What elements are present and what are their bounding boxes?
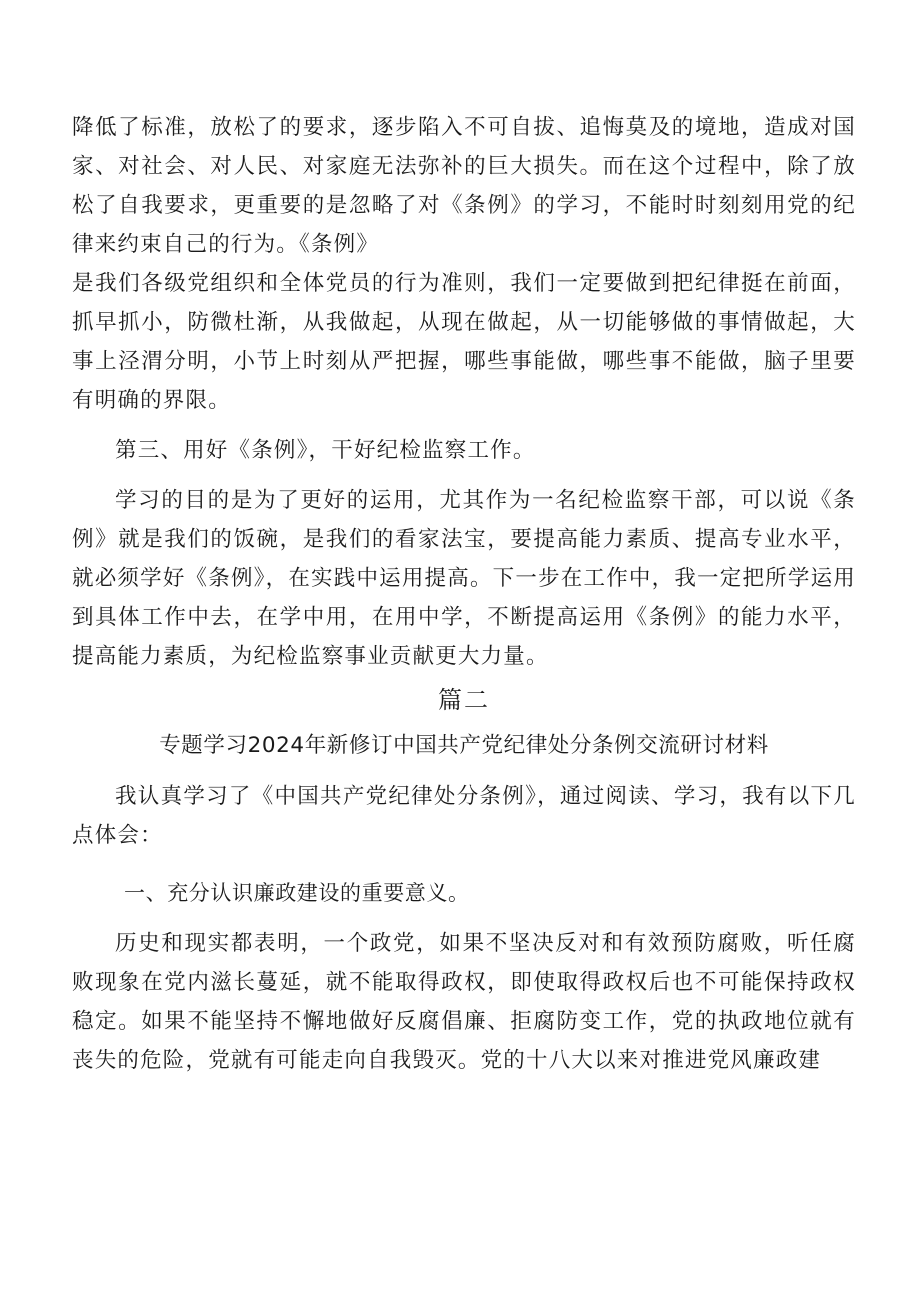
- paragraph-3: 第三、用好《条例》，干好纪检监察工作。: [115, 438, 536, 463]
- paragraph-1: 降低了标准，放松了的要求，逐步陷入不可自拔、追悔莫及的境地，造成对国家、对社会、对人民、对家庭无法弥补的巨大损失。而在这个过程中，除了放松了自我要求，更重要的是忽略了对《条例》的学习，不能时时刻刻用党的纪律来约束自己的行为。《条例》: [72, 115, 856, 257]
- section-heading: 一、充分认识廉政建设的重要意义。: [124, 881, 470, 905]
- paragraph-4: 学习的目的是为了更好的运用，尤其作为一名纪检监察干部，可以说《条例》就是我们的饭碗，是我们的看家法宝，要提高能力素质、提高专业水平，就必须学好《条例》，在实践中运用提高。下一步在工作中，我一定把所学运用到具体工作中去，在学中用，在用中学，不断提高运用《条例》的能力水平，提高能力素质，为纪检监察事业贡献更大力量。: [72, 488, 856, 669]
- paragraph-5: 我认真学习了《中国共产党纪律处分条例》，通过阅读、学习，我有以下几点体会：: [72, 784, 856, 848]
- part-title: 篇二: [438, 686, 490, 714]
- paragraph-2: 是我们各级党组织和全体党员的行为准则，我们一定要做到把纪律挺在前面，抓早抓小，防微杜渐，从我做起，从现在做起，从一切能够做的事情做起，大事上泾渭分明，小节上时刻从严把握，哪些事能做，哪些事不能做，脑子里要有明确的界限。: [72, 271, 856, 413]
- paragraph-6: 历史和现实都表明，一个政党，如果不坚决反对和有效预防腐败，听任腐败现象在党内滋长蔓延，就不能取得政权，即使取得政权后也不可能保持政权稳定。如果不能坚持不懈地做好反腐倡廉、拒腐防变工作，党的执政地位就有丧失的危险，党就有可能走向自我毁灭。党的十八大以来对推进党风廉政建: [72, 931, 856, 1073]
- document-page: [72, 108, 856, 1080]
- document-title: 专题学习2024年新修订中国共产党纪律处分条例交流研讨材料: [159, 733, 769, 758]
